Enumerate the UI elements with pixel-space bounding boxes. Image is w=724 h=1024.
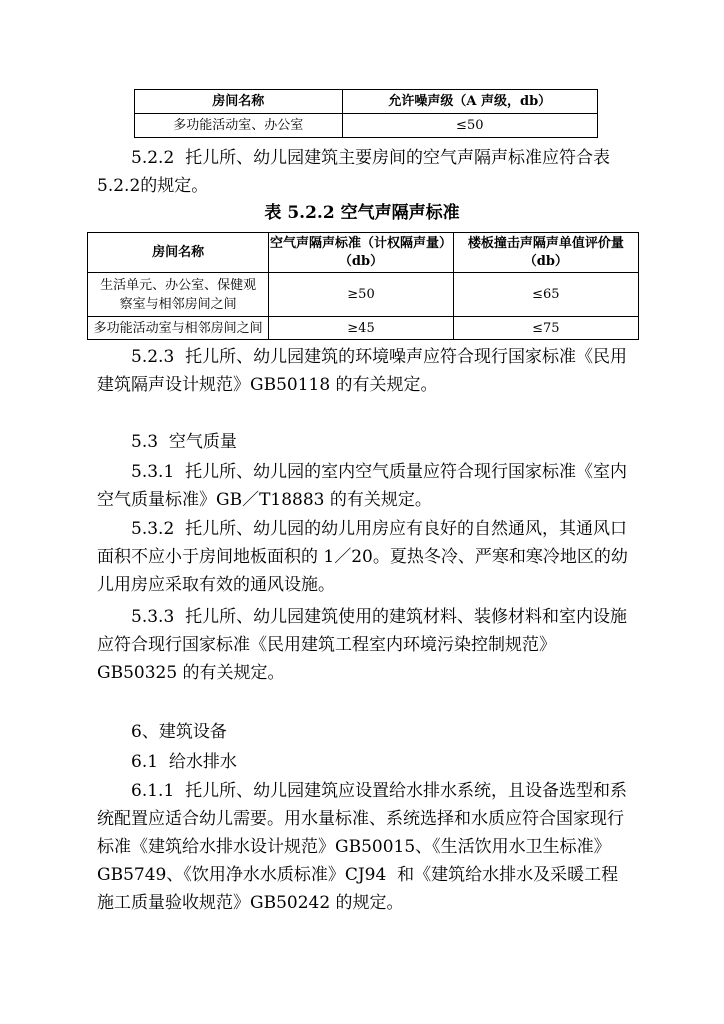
table-cell: ≥50 xyxy=(269,273,453,317)
table-cell: ≤50 xyxy=(342,114,597,138)
table-cell: 多功能活动室、办公室 xyxy=(135,114,343,138)
noise-level-table xyxy=(134,89,598,138)
heading-5-3: 5.3 空气质量 xyxy=(131,432,237,452)
sound-insulation-table xyxy=(87,232,639,340)
table-header-cell: 允许噪声级（A 声级，db） xyxy=(342,90,597,114)
paragraph-5-2-3: 5.2.3 托儿所、幼儿园建筑的环境噪声应符合现行国家标准《民用建筑隔声设计规范》GB50118 的有关规定。 xyxy=(97,347,628,395)
table-header-cell: 房间名称 xyxy=(135,90,343,114)
table-caption: 表 5.2.2 空气声隔声标准 xyxy=(264,203,460,223)
heading-6: 6、建筑设备 xyxy=(131,722,227,742)
table-cell: ≥45 xyxy=(269,317,453,340)
table-cell: ≤65 xyxy=(453,273,638,317)
table-cell: 生活单元、办公室、保健观察室与相邻房间之间 xyxy=(88,273,269,317)
table-header-cell: 房间名称 xyxy=(88,233,269,273)
table-cell: 多功能活动室与相邻房间之间 xyxy=(88,317,269,340)
paragraph-5-3-1: 5.3.1 托儿所、幼儿园的室内空气质量应符合现行国家标准《室内空气质量标准》GB／T18883 的有关规定。 xyxy=(97,462,628,510)
heading-6-1: 6.1 给水排水 xyxy=(131,752,237,772)
paragraph-5-3-3: 5.3.3 托儿所、幼儿园建筑使用的建筑材料、装修材料和室内设施应符合现行国家标准《民用建筑工程室内环境污染控制规范》GB50325 的有关规定。 xyxy=(97,607,628,683)
table-header-cell: 空气声隔声标准（计权隔声量）（db） xyxy=(269,233,453,273)
table-header-cell: 楼板撞击声隔声单值评价量（db） xyxy=(453,233,638,273)
paragraph-6-1-1: 6.1.1 托儿所、幼儿园建筑应设置给水排水系统，且设备选型和系统配置应适合幼儿需要。用水量标准、系统选择和水质应符合国家现行标准《建筑给水排水设计规范》GB50015、《生活饮用水卫生标准》GB5749、《饮用净水水质标准》CJ94 和《建筑给水排水及采暖工程施工质量验收规范》GB50242 的规定。 xyxy=(97,781,628,913)
paragraph-5-2-2: 5.2.2 托儿所、幼儿园建筑主要房间的空气声隔声标准应符合表 5.2.2的规定。 xyxy=(97,148,616,196)
paragraph-5-3-2: 5.3.2 托儿所、幼儿园的幼儿用房应有良好的自然通风，其通风口面积不应小于房间地板面积的 1／20。夏热冬冷、严寒和寒冷地区的幼儿用房应采取有效的通风设施。 xyxy=(97,519,628,595)
table-cell: ≤75 xyxy=(453,317,638,340)
